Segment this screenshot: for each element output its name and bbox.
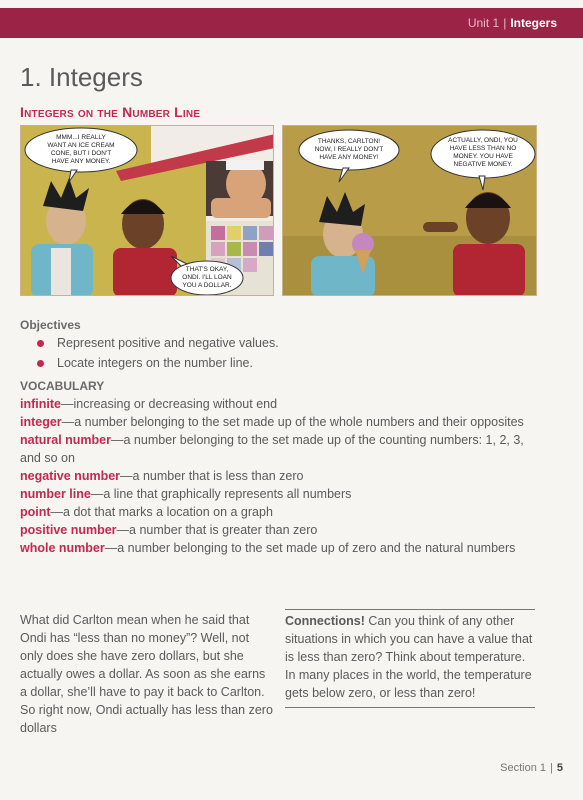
vocab-definition: —a number belonging to the set made up of the whole numbers and their opposites (61, 415, 524, 429)
vocab-entry (20, 504, 540, 522)
vocab-definition: —a dot that marks a location on a graph (50, 504, 273, 519)
footer-separator: | (550, 762, 553, 774)
panel1-bubble1-line: CONE, BUT I DON'T (50, 150, 112, 157)
connections-label: Connections! (285, 614, 365, 628)
lesson-title: 1. Integers (20, 62, 143, 92)
page-footer (500, 762, 563, 774)
vocab-term: point (20, 504, 51, 519)
unit-breadcrumb (468, 16, 557, 30)
comic-panel-2 (282, 125, 537, 296)
comic-panel-2-illustration (283, 126, 537, 296)
vocab-term: infinite (20, 397, 61, 411)
unit-topic: Integers (510, 16, 557, 30)
panel1-bubble2-line: ONDI. I'LL LOAN (182, 274, 232, 281)
header-separator: | (503, 16, 507, 30)
panel2-bubble1-line: THANKS, CARLTON! (317, 138, 381, 145)
section-heading: Integers on the Number Line (20, 104, 201, 120)
panel1-bubble1-line: MMM...I REALLY (56, 134, 106, 141)
panel2-bubble2-line: ACTUALLY, ONDI, YOU (448, 137, 518, 144)
unit-label: Unit 1 (467, 16, 500, 30)
vocab-term: number line (20, 486, 91, 501)
vocab-entry (20, 414, 540, 432)
vocab-entry (20, 540, 540, 558)
panel2-bubble1-line: HAVE ANY MONEY! (319, 154, 379, 161)
vocab-definition: —a number that is greater than zero (116, 522, 318, 537)
comic-panel-1-illustration (21, 126, 274, 296)
vocab-term: negative number (20, 468, 121, 483)
panel2-bubble1-line: NOW, I REALLY DON'T (314, 146, 384, 153)
vocab-term: natural number (20, 433, 111, 447)
vocabulary-heading: VOCABULARY (20, 379, 105, 393)
connections-box (285, 609, 535, 702)
panel1-bubble1-line: HAVE ANY MONEY. (51, 158, 111, 165)
header-bar (0, 8, 583, 38)
objective-text: Represent positive and negative values. (57, 336, 279, 350)
vocab-term: integer (20, 415, 62, 429)
vocabulary-list (20, 396, 540, 558)
vocab-term: positive number (20, 522, 117, 537)
intro-paragraph: What did Carlton mean when he said that Ondi has “less than no money”? Well, not only does she have zero dollars, but she actually owes a dollar. As soon as she earns a dollar, she’ll have to pay it back to Carlton. So right now, Ondi actually has less than zero dollars (20, 613, 273, 735)
connections-divider (285, 707, 535, 708)
panel2-bubble2-line: NEGATIVE MONEY. (453, 161, 513, 168)
objectives-heading: Objectives (20, 318, 81, 332)
vocab-term: whole number (20, 540, 105, 555)
panel2-bubble2-line: MONEY. YOU HAVE (453, 153, 513, 160)
vocab-definition: —a number belonging to the set made up of zero and the natural numbers (104, 540, 516, 555)
objective-text: Locate integers on the number line. (57, 356, 253, 370)
bullet-icon (37, 340, 44, 347)
panel1-bubble2-line: YOU A DOLLAR. (182, 282, 232, 289)
objective-item (37, 355, 279, 372)
vocab-definition: —a line that graphically represents all numbers (90, 486, 352, 501)
vocab-entry (20, 522, 540, 540)
vocab-entry (20, 486, 540, 504)
connections-text: Can you think of any other situations in which you can have a value that is less than zero? Think about temperature. In many places in the world, the temperature gets below zero, or less than zero! (285, 614, 533, 700)
vocab-definition: —a number that is less than zero (120, 468, 304, 483)
objective-item (37, 335, 279, 352)
vocab-definition: —a number belonging to the set made up of the counting numbers: 1, 2, 3, and so on (20, 433, 524, 465)
vocab-entry (20, 396, 540, 414)
page-number: 5 (556, 762, 563, 774)
bullet-icon (37, 360, 44, 367)
footer-section: Section 1 (500, 762, 547, 774)
objectives-list (37, 335, 279, 375)
vocab-entry (20, 432, 540, 467)
comic-panel-1 (20, 125, 274, 296)
vocab-definition: —increasing or decreasing without end (60, 397, 278, 411)
panel2-bubble2-line: HAVE LESS THAN NO (449, 145, 517, 152)
vocab-entry (20, 468, 540, 486)
panel1-bubble1-line: WANT AN ICE CREAM (47, 142, 115, 149)
panel1-bubble2-line: THAT'S OKAY, (185, 266, 229, 273)
